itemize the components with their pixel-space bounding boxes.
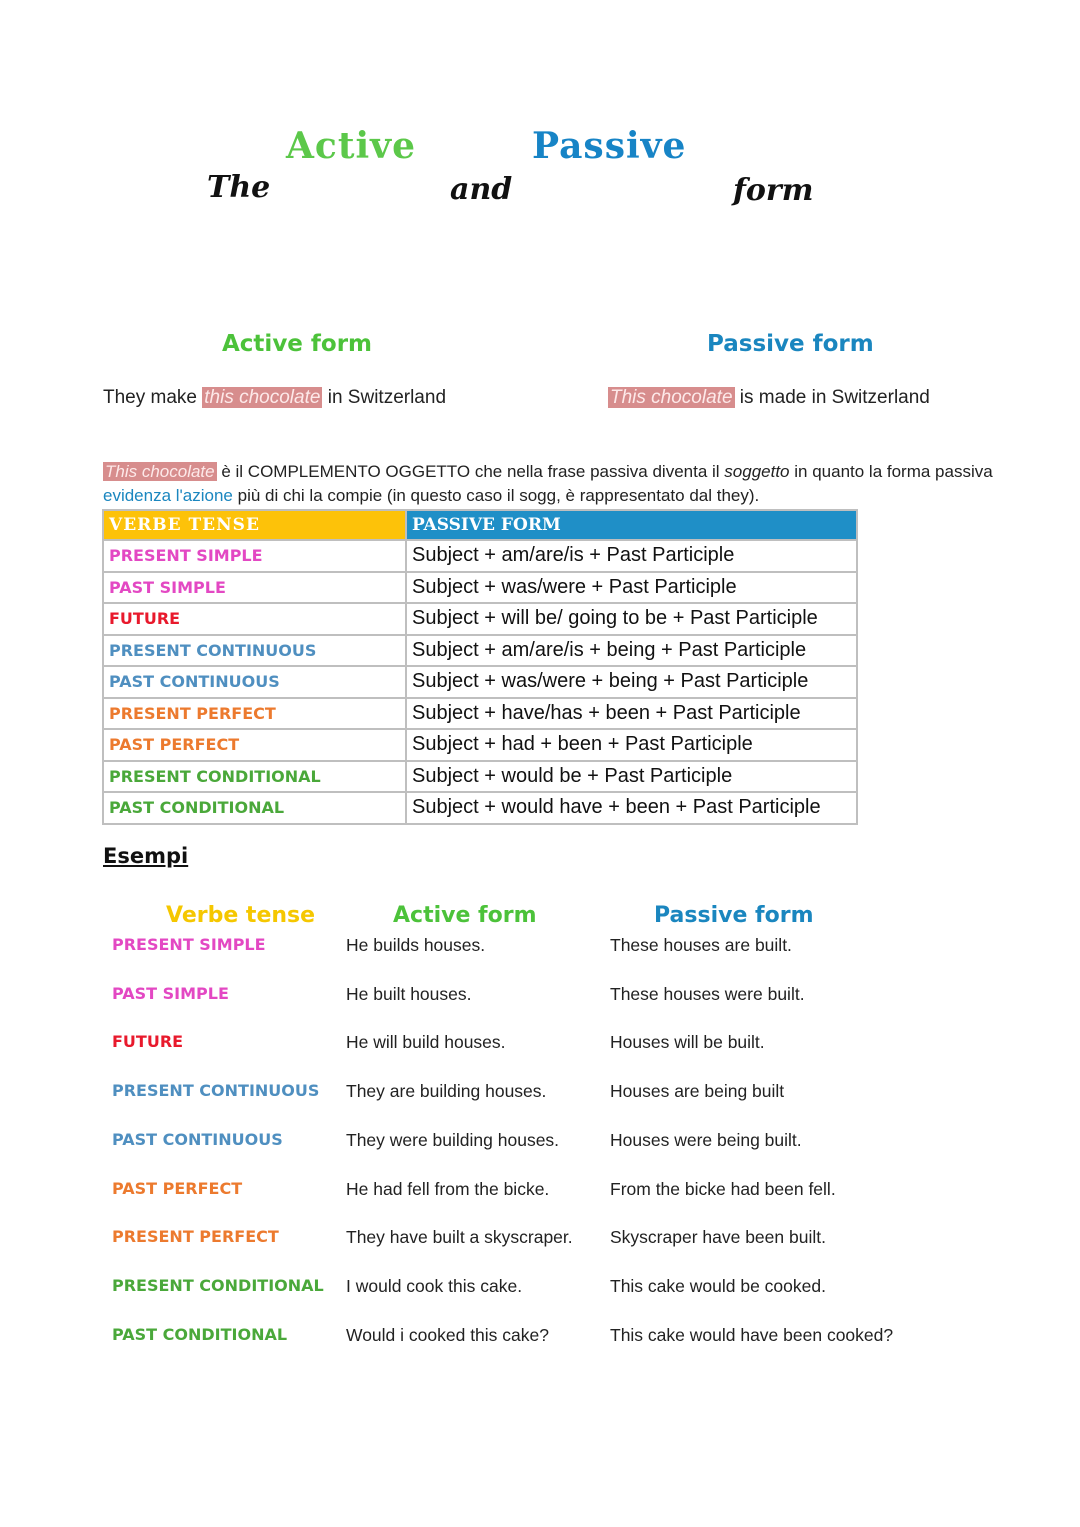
tense-table-row	[103, 698, 857, 730]
example-passive-sentence: Houses were being built.	[610, 1129, 802, 1150]
example-passive-sentence: These houses were built.	[610, 983, 805, 1004]
active-sentence-pre: They make	[103, 387, 203, 408]
tense-table	[102, 509, 858, 825]
example-tense: PRESENT CONDITIONAL	[112, 1275, 324, 1295]
passive-formula-cell: Subject + had + been + Past Participle	[406, 729, 857, 761]
explanation-evidenza: evidenza l'azione	[103, 486, 233, 505]
passive-form-header: Passive form	[707, 331, 874, 357]
example-active-sentence: He builds houses.	[346, 935, 486, 955]
example-active-sentence: Would i cooked this cake?	[346, 1324, 549, 1345]
title-and: and	[450, 172, 513, 207]
passive-formula-cell: Subject + will be/ going to be + Past Participle	[406, 603, 857, 635]
example-passive-sentence: This cake would have been cooked?	[610, 1324, 894, 1345]
example-passive-sentence: These houses are built.	[610, 935, 792, 955]
passive-formula-cell: Subject + have/has + been + Past Participle	[406, 698, 857, 730]
passive-formula-cell: Subject + am/are/is + Past Participle	[406, 540, 857, 572]
title-passive: Passive	[532, 125, 687, 167]
example-tense: PRESENT CONTINUOUS	[112, 1081, 320, 1101]
tense-name-cell: PAST CONDITIONAL	[103, 792, 406, 824]
example-passive-sentence: Houses are being built	[610, 1081, 785, 1102]
explanation-part3: più di chi la compie (in questo caso il sogg, è rappresentato dal they).	[232, 486, 760, 505]
example-active-sentence: He built houses.	[346, 983, 472, 1004]
example-active-sentence: He had fell from the bicke.	[346, 1178, 550, 1199]
tense-table-row	[103, 603, 857, 635]
title-the: The	[207, 170, 271, 205]
tense-table-row	[103, 572, 857, 604]
explanation-paragraph	[103, 460, 1003, 508]
example-passive-sentence: Skyscraper have been built.	[610, 1227, 826, 1248]
example-tense: PRESENT SIMPLE	[112, 935, 266, 954]
tense-table-header	[103, 510, 857, 540]
tense-table-row	[103, 729, 857, 761]
passive-formula-cell: Subject + would be + Past Participle	[406, 761, 857, 793]
examples-col-tense: Verbe tense	[166, 903, 316, 928]
tense-table-row	[103, 761, 857, 793]
example-active-sentence: They have built a skyscraper.	[346, 1227, 573, 1248]
object-highlight: this chocolate	[204, 387, 321, 408]
example-active-sentence: They are building houses.	[346, 1081, 547, 1102]
active-sentence-post: in Switzerland	[322, 387, 447, 408]
subject-highlight: This chocolate	[610, 387, 733, 408]
example-active-sentence: He will build houses.	[346, 1032, 506, 1053]
explanation-part2: in quanto la forma passiva	[789, 462, 993, 481]
tense-table-row	[103, 540, 857, 572]
passive-formula-cell: Subject + was/were + Past Participle	[406, 572, 857, 604]
tense-name-cell: PRESENT PERFECT	[103, 698, 406, 730]
examples-heading: Esempi	[103, 844, 189, 868]
examples-col-active: Active form	[393, 903, 537, 928]
active-example-sentence	[103, 387, 446, 409]
tense-name-cell: PAST CONTINUOUS	[103, 666, 406, 698]
example-passive-sentence: From the bicke had been fell.	[610, 1178, 836, 1199]
example-tense: PRESENT PERFECT	[112, 1227, 279, 1247]
example-active-sentence: I would cook this cake.	[346, 1275, 523, 1296]
explanation-soggetto: soggetto	[724, 462, 790, 481]
example-tense: FUTURE	[112, 1032, 184, 1052]
header-verbe-tense: VERBE TENSE	[103, 510, 406, 540]
tense-name-cell: PRESENT SIMPLE	[103, 540, 406, 572]
tense-name-cell: FUTURE	[103, 603, 406, 635]
explanation-highlight: This chocolate	[105, 462, 215, 481]
example-tense: PAST CONDITIONAL	[112, 1324, 288, 1344]
title-form: form	[733, 173, 814, 208]
tense-name-cell: PRESENT CONTINUOUS	[103, 635, 406, 667]
tense-name-cell: PAST SIMPLE	[103, 572, 406, 604]
passive-formula-cell: Subject + would have + been + Past Participle	[406, 792, 857, 824]
tense-name-cell: PRESENT CONDITIONAL	[103, 761, 406, 793]
example-tense: PAST SIMPLE	[112, 983, 229, 1003]
tense-table-row	[103, 792, 857, 824]
passive-formula-cell: Subject + was/were + being + Past Participle	[406, 666, 857, 698]
example-tense: PAST CONTINUOUS	[112, 1129, 283, 1149]
example-active-sentence: They were building houses.	[346, 1129, 560, 1150]
active-form-header: Active form	[222, 331, 373, 357]
tense-table-row	[103, 635, 857, 667]
passive-sentence-post: is made in Switzerland	[734, 387, 930, 408]
example-tense: PAST PERFECT	[112, 1178, 243, 1198]
passive-example-sentence	[608, 387, 930, 409]
tense-table-row	[103, 666, 857, 698]
explanation-part1: è il COMPLEMENTO OGGETTO che nella frase passiva diventa il	[216, 462, 725, 481]
examples-col-passive: Passive form	[654, 903, 814, 928]
passive-formula-cell: Subject + am/are/is + being + Past Participle	[406, 635, 857, 667]
example-passive-sentence: This cake would be cooked.	[610, 1275, 826, 1296]
tense-name-cell: PAST PERFECT	[103, 729, 406, 761]
example-passive-sentence: Houses will be built.	[610, 1032, 765, 1053]
title-active: Active	[286, 125, 416, 167]
header-passive-form: PASSIVE FORM	[406, 510, 857, 540]
